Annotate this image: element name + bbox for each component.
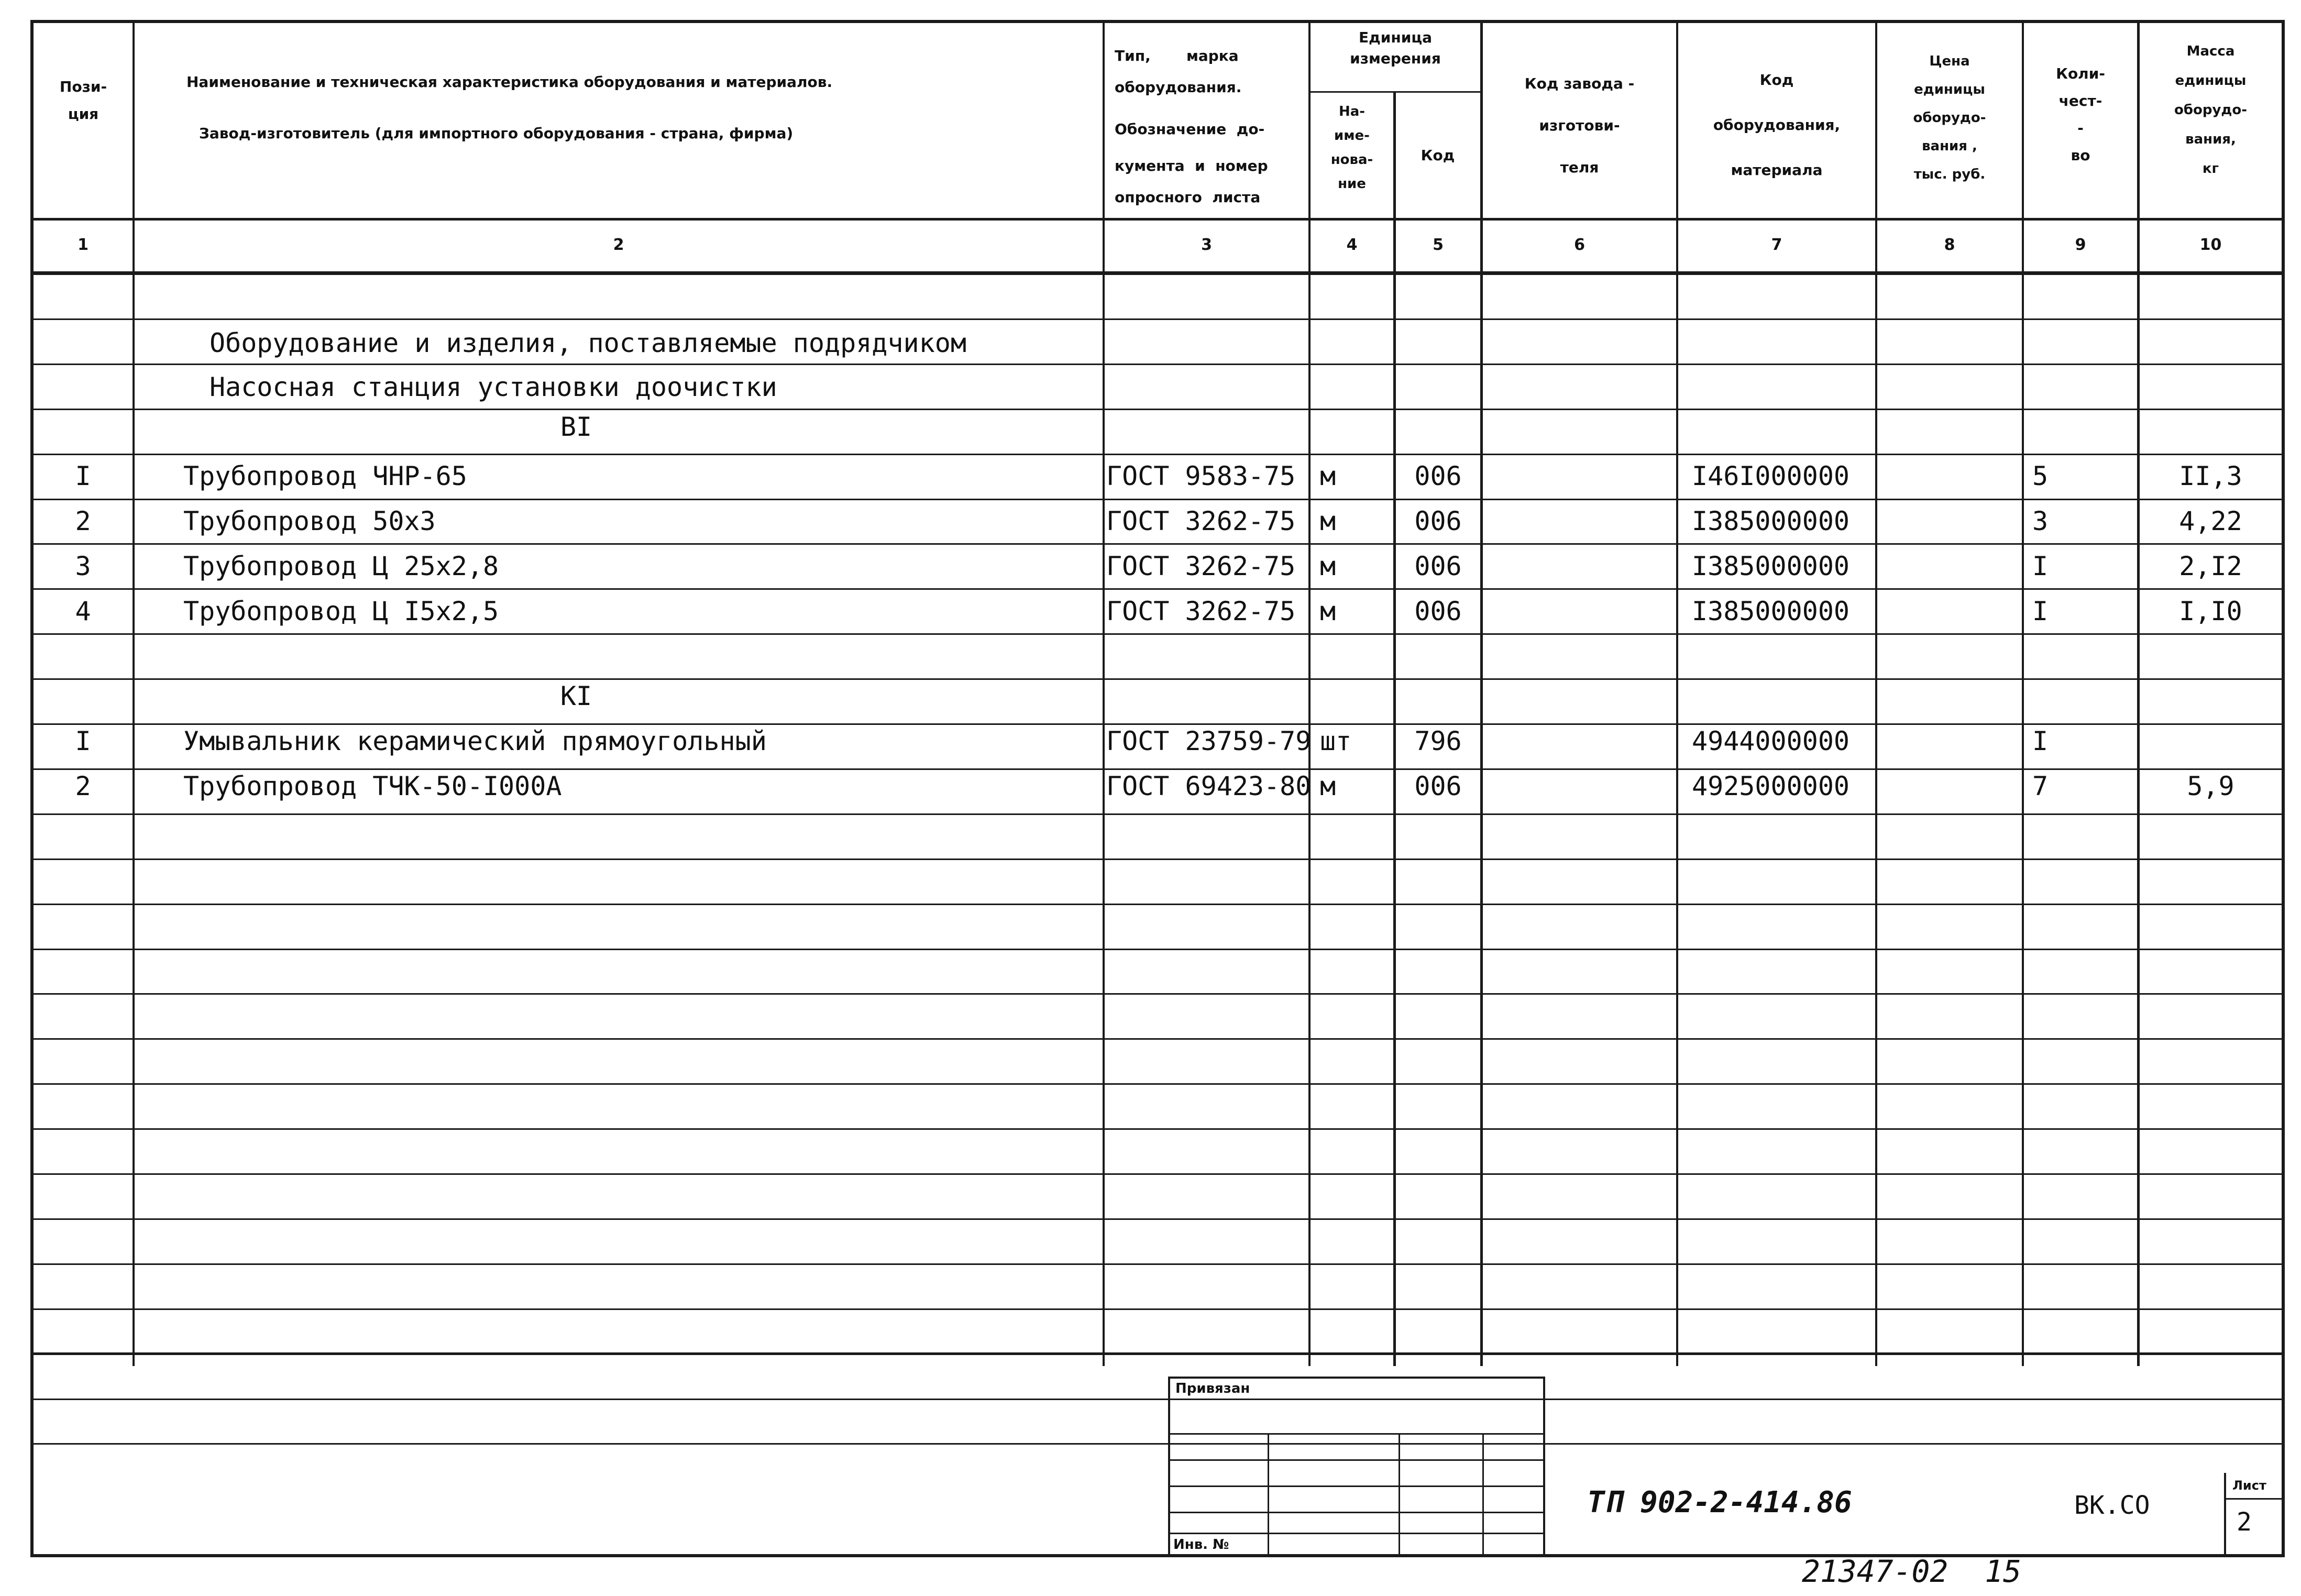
header-type-l3: Обозначение до-	[1115, 120, 1265, 138]
row-divider	[30, 813, 2285, 815]
equipment-code-cell: I46I000000	[1692, 461, 1850, 491]
document-code: ВК.СО	[2074, 1491, 2150, 1520]
subsection-k1: KI	[560, 681, 592, 711]
quantity-cell: I	[2032, 596, 2049, 626]
col-number-8: 8	[1944, 236, 1955, 254]
col-number-2: 2	[613, 236, 624, 254]
col-number-6: 6	[1574, 236, 1585, 254]
item-name-cell: Трубопровод Ц I5х2,5	[183, 596, 499, 626]
equipment-code-cell: 4925000000	[1692, 771, 1850, 801]
col-number-9: 9	[2075, 236, 2086, 254]
row-divider	[30, 1263, 2285, 1265]
sheet-label: Лист	[2232, 1478, 2266, 1493]
document-cell: ГОСТ 3262-75	[1106, 551, 1296, 581]
header-type-l1: Тип, марка	[1115, 47, 1239, 64]
unit-code-cell: 006	[1414, 506, 1462, 536]
quantity-cell: I	[2032, 551, 2049, 581]
section-title-contractor: Оборудование и изделия, поставляемые подрядчиком	[210, 328, 966, 358]
unit-name-cell: м	[1320, 596, 1336, 626]
stamp-label: Привязан	[1175, 1381, 1250, 1396]
section-title-pump-station: Насосная станция установки доочистки	[210, 372, 777, 402]
document-cell: ГОСТ 3262-75	[1106, 506, 1296, 536]
item-name-cell: Трубопровод ТЧК-50-I000А	[183, 771, 562, 801]
mass-cell: I,I0	[2179, 596, 2242, 626]
row-divider	[30, 678, 2285, 680]
position-cell: 2	[75, 771, 91, 801]
inventory-label: Инв. №	[1173, 1537, 1229, 1553]
quantity-cell: 7	[2032, 771, 2049, 801]
header-mass: Масса единицы оборудо- вания, кг	[2174, 43, 2248, 177]
row-divider	[30, 1308, 2285, 1310]
mass-cell: 2,I2	[2179, 551, 2242, 581]
header-price: Цена единицы оборудо- вания , тыс. руб.	[1913, 53, 1986, 182]
header-unit-group: Единица измерения	[1350, 29, 1441, 67]
equipment-code-cell: I385000000	[1692, 596, 1850, 626]
row-divider	[30, 1173, 2285, 1175]
equipment-code-cell: 4944000000	[1692, 726, 1850, 756]
header-quantity: Коли- чест- - во	[2056, 65, 2105, 164]
col-number-10: 10	[2199, 236, 2222, 254]
unit-name-cell: м	[1320, 506, 1336, 536]
col-number-7: 7	[1771, 236, 1782, 254]
position-cell: I	[75, 461, 91, 491]
equipment-code-cell: I385000000	[1692, 551, 1850, 581]
row-divider	[30, 993, 2285, 995]
header-type-l2: оборудования.	[1115, 79, 1242, 96]
position-cell: I	[75, 726, 91, 756]
mass-cell: 5,9	[2187, 771, 2234, 801]
document-cell: ГОСТ 69423-80	[1106, 771, 1312, 801]
document-cell: ГОСТ 3262-75	[1106, 596, 1296, 626]
mass-cell: 4,22	[2179, 506, 2242, 536]
unit-code-cell: 006	[1414, 461, 1462, 491]
header-unit-name: На- име- нова- ние	[1330, 104, 1373, 192]
header-name-line1: Наименование и техническая характеристика оборудования и материалов.	[186, 73, 833, 91]
position-cell: 3	[75, 551, 91, 581]
quantity-cell: 5	[2032, 461, 2049, 491]
row-divider	[30, 273, 2285, 275]
archive-number: 21347-02 15	[1802, 1554, 2022, 1589]
mass-cell: II,3	[2179, 461, 2242, 491]
unit-code-cell: 006	[1414, 596, 1462, 626]
row-divider	[30, 1128, 2285, 1130]
position-cell: 4	[75, 596, 91, 626]
header-name-line2: Завод-изготовитель (для импортного оборудования - страна, фирма)	[199, 125, 794, 142]
unit-name-cell: м	[1320, 461, 1336, 491]
sheet-number: 2	[2237, 1507, 2252, 1537]
row-divider	[30, 318, 2285, 320]
col-number-5: 5	[1433, 236, 1444, 254]
header-equipment-code: Код оборудования, материала	[1713, 71, 1841, 179]
row-divider	[30, 1399, 2285, 1400]
unit-code-cell: 006	[1414, 771, 1462, 801]
col-number-3: 3	[1201, 236, 1212, 254]
unit-name-cell: м	[1320, 771, 1336, 801]
unit-name-cell: шт	[1320, 726, 1352, 756]
row-divider	[30, 1443, 2285, 1445]
col-number-1: 1	[78, 236, 89, 254]
row-divider	[30, 858, 2285, 860]
mass-cell	[2140, 719, 2282, 764]
header-plant-code: Код завода - изготови- теля	[1524, 75, 1635, 176]
item-name-cell: Умывальник керамический прямоугольный	[183, 726, 767, 756]
header-type-l4: кумента и номер	[1115, 157, 1268, 174]
item-name-cell: Трубопровод ЧНР-65	[183, 461, 467, 491]
col-number-4: 4	[1346, 236, 1358, 254]
header-position: Пози- ция	[59, 78, 107, 123]
header-unit-code: Код	[1421, 147, 1455, 164]
row-divider	[30, 1083, 2285, 1085]
row-divider	[30, 904, 2285, 905]
unit-code-cell: 006	[1414, 551, 1462, 581]
document-number: ТП 902-2-414.86	[1587, 1485, 1852, 1520]
item-name-cell: Трубопровод 50х3	[183, 506, 436, 536]
quantity-cell: 3	[2032, 506, 2049, 536]
subsection-b1: BI	[560, 412, 592, 442]
unit-code-cell: 796	[1414, 726, 1462, 756]
row-divider	[30, 1038, 2285, 1040]
position-cell: 2	[75, 506, 91, 536]
document-cell: ГОСТ 9583-75	[1106, 461, 1296, 491]
equipment-code-cell: I385000000	[1692, 506, 1850, 536]
document-cell: ГОСТ 23759-79	[1106, 726, 1312, 756]
unit-name-cell: м	[1320, 551, 1336, 581]
quantity-cell: I	[2032, 726, 2049, 756]
item-name-cell: Трубопровод Ц 25х2,8	[183, 551, 499, 581]
row-divider	[30, 949, 2285, 950]
row-divider	[30, 1218, 2285, 1220]
header-type-l5: опросного листа	[1115, 189, 1261, 206]
